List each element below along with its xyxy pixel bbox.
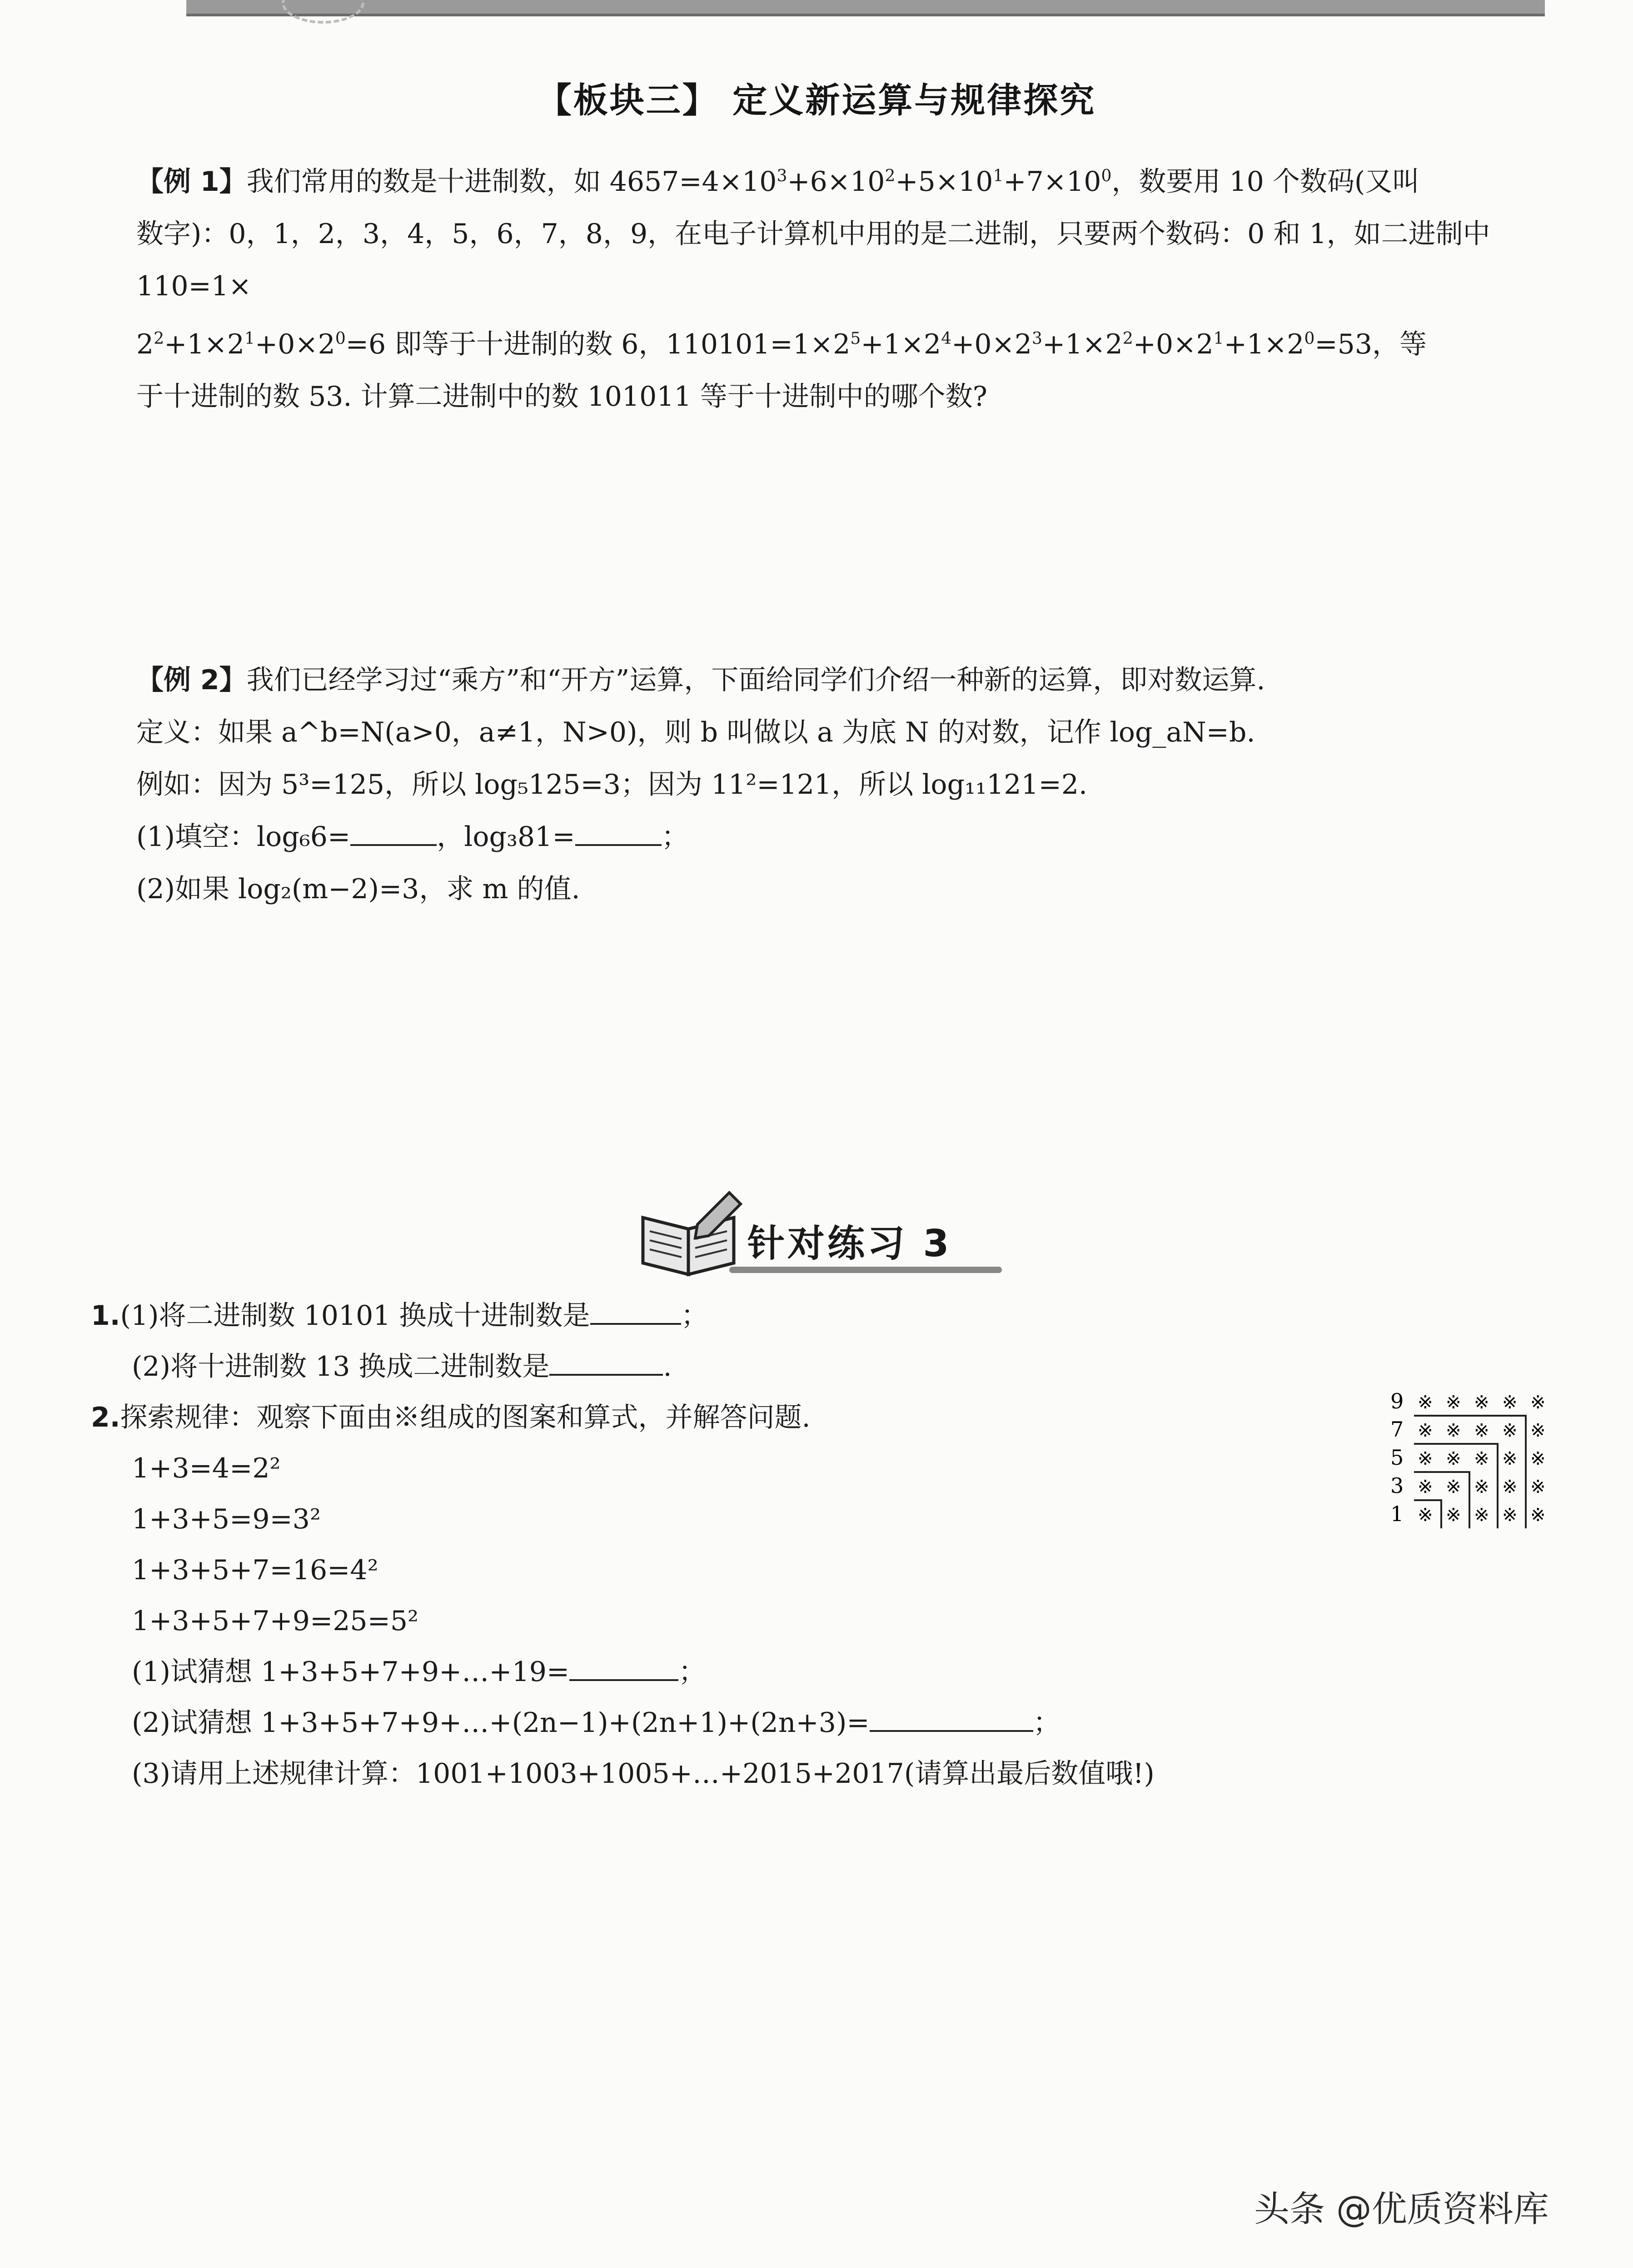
section-title: 【板块三】 定义新运算与规律探究 [537,80,1096,120]
question-1-a-end: ； [681,1300,708,1332]
pattern-symbol: ※ [1530,1505,1546,1526]
pattern-row-label: 1 [1390,1502,1404,1526]
question-1-number: 1. [91,1300,120,1332]
question-2-sub-2-end: ； [1033,1707,1060,1739]
example-2-q2: (2)如果 log₂(m−2)=3，求 m 的值. [136,873,580,905]
pattern-symbol: ※ [1502,1477,1518,1497]
pattern-symbol: ※ [1418,1448,1433,1469]
equation-4: 1+3+5+7+9=25=5² [132,1605,419,1637]
example-2-example: 例如：因为 5³=125，所以 log₅125=3；因为 11²=121，所以 log₁₁121=2. [136,769,1088,801]
question-2-number: 2. [91,1402,120,1433]
example-1-line2: 数字)：0，1，2，3，4，5，6，7，8，9，在电子计算机中用的是二进制，只要两个数码：0 和 1，如二进制中 110=1× [136,218,1490,302]
example-1-text-b: 数要用 10 个数码(又叫 [1139,166,1420,198]
pattern-symbol: ※ [1502,1420,1518,1441]
pattern-symbol: ※ [1446,1420,1461,1441]
example-1-line3-c: =53，等 [1314,328,1427,360]
header-logo [282,0,364,24]
pattern-symbol: ※ [1474,1420,1489,1441]
pattern-symbol: ※ [1418,1392,1433,1413]
question-2-sub-1-end: ； [678,1656,706,1688]
practice-questions [91,1290,1454,1799]
example-2-q1-mid: ，log₃81= [437,821,575,853]
pattern-symbol: ※ [1446,1392,1461,1413]
answer-blank[interactable] [549,1348,663,1376]
example-2-q1-end: ； [661,821,689,853]
pattern-symbol: ※ [1474,1477,1489,1497]
answer-blank[interactable] [590,1298,681,1325]
question-1-a: (1)将二进制数 10101 换成十进制数是 [120,1300,590,1332]
practice-underline [729,1267,1002,1273]
pattern-symbol: ※ [1502,1392,1518,1413]
example-2-definition: 定义：如果 a^b=N(a>0，a≠1，N>0)，则 b 叫做以 a 为底 N 的对数，记作 log_aN=b. [136,716,1255,748]
pattern-symbol: ※ [1446,1505,1461,1526]
example-1-text-a: 我们常用的数是十进制数，如 4657=4×10 [246,166,777,198]
pattern-symbol: ※ [1418,1420,1433,1441]
equation-1: 1+3=4=2² [132,1452,281,1484]
answer-blank[interactable] [350,819,437,846]
equation-3: 1+3+5+7=16=4² [132,1554,378,1586]
pattern-row-label: 7 [1390,1417,1404,1442]
pattern-symbol: ※ [1502,1448,1518,1469]
pattern-row-label: 9 [1390,1390,1404,1413]
pattern-symbol: ※ [1530,1392,1546,1413]
pattern-symbol: ※ [1474,1392,1489,1413]
watermark: 头条 @优质资料库 [1254,2189,1549,2230]
pattern-row-label: 5 [1390,1445,1404,1470]
pattern-symbol: ※ [1474,1505,1489,1526]
example-1-line3-a: 2 [136,328,154,360]
practice-title: 针对练习 3 [747,1222,952,1265]
example-2-label: 【例 2】 [136,664,247,696]
example-1-label: 【例 1】 [136,166,247,198]
pattern-symbol: ※ [1418,1477,1433,1497]
question-1-b-end: . [663,1351,672,1383]
answer-blank[interactable] [870,1705,1033,1732]
pattern-symbol: ※ [1446,1448,1461,1469]
answer-blank[interactable] [569,1654,678,1681]
pattern-symbol: ※ [1502,1505,1518,1526]
question-2-intro: 探索规律：观察下面由※组成的图案和算式，并解答问题. [120,1402,811,1433]
star-pattern-figure [1386,1390,1568,1536]
pattern-row-label: 3 [1390,1473,1404,1498]
question-2-sub-3: (3)请用上述规律计算：1001+1003+1005+…+2015+2017(请算出最后数值哦!) [132,1758,1155,1790]
pattern-symbol: ※ [1418,1505,1433,1526]
question-2-sub-2: (2)试猜想 1+3+5+7+9+…+(2n−1)+(2n+1)+(2n+3)= [132,1707,870,1739]
question-1-b: (2)将十进制数 13 换成二进制数是 [132,1351,550,1383]
example-1-line3-b: =6 即等于十进制的数 6，110101=1×2 [345,328,851,360]
practice-banner [634,1186,1006,1281]
pattern-symbol: ※ [1530,1477,1546,1497]
header-bar [186,0,1545,16]
equation-2: 1+3+5=9=3² [132,1503,321,1535]
pattern-symbol: ※ [1446,1477,1461,1497]
answer-blank[interactable] [575,819,662,846]
example-1-line4: 于十进制的数 53. 计算二进制中的数 101011 等于十进制中的哪个数? [136,381,987,413]
pattern-symbol: ※ [1530,1448,1546,1469]
example-2-q1: (1)填空：log₆6= [136,821,351,853]
example-2 [136,654,1549,915]
question-2-sub-1: (1)试猜想 1+3+5+7+9+…+19= [132,1656,570,1688]
example-2-intro: 我们已经学习过“乘方”和“开方”运算，下面给同学们介绍一种新的运算，即对数运算. [246,664,1265,696]
pattern-symbol: ※ [1474,1448,1489,1469]
example-1: 【例 1】我们常用的数是十进制数，如 $4657=4\times 10^3+6\times 10^2+5\times 10^1+7\times 10^0$，数要用 10 个数码(又叫 数字)：0，1，2，3，4，5，6，7，8，9，在电子计算机中用的是二进制，只要两个数码：0 和 1，如二进制中 110=1× $2^2+1\times 2^1+0\times 2^0=6$ 即等于十进制的数 6，$110101=1\times 2^5+1\times 2^4+0\times 2^3+1\times 2^2+0\times 2^1+1\times 2^0=53$，等 于十进制的数 53. 计算二进制中的数 101011 等于十进制中的哪个数? [136,150,1549,423]
pattern-symbol: ※ [1530,1420,1546,1441]
